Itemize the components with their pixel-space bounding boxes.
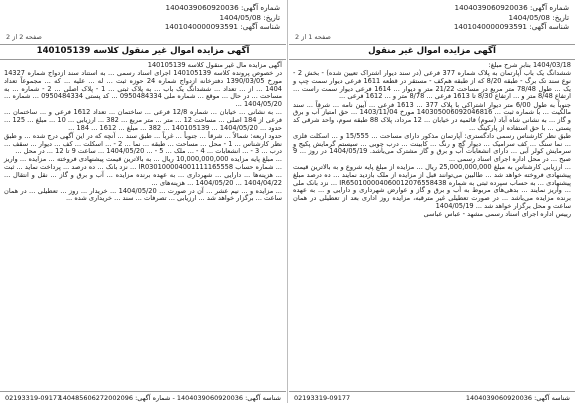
footer-notice-id: شناسه آگهی: 1404039060920036 - شماره آگهی: 140485606272002096 bbox=[58, 394, 281, 402]
notice-paragraph: ... مبلغ پایه مزایده 10,000,000,000 ریال ... به بالاترین قیمت پیشنهادی فروخته ... مزایده ... واریز ... شماره حساب IR030100004001111165558 ... نزد بانک ... ده درصد ... پرداخت نماید ... ثبت ... هزینه‌ها ... دارایی ... شهرداری ... به عهده برنده مزایده ... آب و برق و گاز ... نقل و انتقال ... 1404/04/22 ... 1404/05/20 ... هزینه‌های ... bbox=[4, 155, 282, 187]
notice-id: شناسه آگهی: 1401040000093591 bbox=[164, 22, 280, 32]
notice-date: تاریخ: 1404/05/08 bbox=[219, 12, 280, 22]
notice-paragraph: ... مزایده و ... نیم عشر ... آن در صورت ... 1404/05/20 ... خریدار ... روز ... تعطیلی ... در همان ساعت ... برگزار خواهد شد ... ارزیابی ... تصرفات ... سند ... خریداری شده ... bbox=[4, 186, 282, 203]
notice-paragraph: طبق نظر کارشناس رسمی دادگستری: آپارتمان مذکور دارای مساحت ... 15/555 و ... اسکلت فلزی ... نما سنگ ... کف سرامیک ... دیوار گچ و رنگ ... کابینت ... درب چوبی ... سیستم گرمایش پکیج و سرمایش کولر آبی ... دارای انشعابات آب و برق و گاز مشترک می‌باشد. 1404/05/19 در روز ... 9 صبح ... در محل اداره اجرای اسناد رسمی ... bbox=[293, 131, 571, 163]
notice-body bbox=[0, 60, 286, 203]
notice-meta bbox=[454, 3, 569, 32]
notice-paragraph: ... به نشانی ... خیابان ... شماره 12/8 فرعی ... ساختمان ... تعداد 1612 فرعی و ... ساختمان ... فرعی از 184 اصلی ... مساحت 12 ... متر ... متر مربع ... 382 ... ارزیابی ... 10 ... مبلغ ... 125 ... حدود ... 1404/05/20 ... 140105139 ... 382 ... مبلغ ... 1612 ... 184 ... bbox=[4, 108, 282, 132]
notice-paragraph: ششدانگ یک باب آپارتمان به پلاک شماره 377 فرعی (در سند دیوار اشتراک تعیین شده) - بخش 2 - نوع سند تک برگ - طبقه 8/20 که از طبقه هم‌کف - مستقر در قطعه 1611 فرعی دیوار سمت چپ و یک ... طول 78/48 متر مربع در مساحت 21/22 متر و دیوار ... 1614 فرعی دیوار سمت راست ... ارتفاع 8/48 متر و ... ارتفاع 8/30 تا 1613 فرعی ... 8/78 متر و ... 1612 فرعی ... bbox=[293, 69, 572, 101]
notice-title: آگهی مزایده اموال غیر منقول کلاسه 140105139 bbox=[0, 44, 286, 60]
page-label: صفحه 1 از 2 bbox=[295, 33, 331, 41]
notice-column-page-2 bbox=[0, 0, 286, 403]
page-label: صفحه 2 از 2 bbox=[6, 33, 42, 41]
notice-number: شماره آگهی: 1404039060920036 bbox=[454, 3, 569, 12]
notice-title: آگهی مزایده اموال غیر منقول bbox=[289, 44, 575, 60]
footer-notice-id: شناسه آگهی: 1404039060920036 bbox=[465, 394, 570, 402]
notice-meta bbox=[165, 3, 280, 32]
notice-paragraph: 1404/03/18 بنابر شرح مبلغ: bbox=[488, 61, 571, 69]
notice-footer bbox=[289, 391, 575, 403]
notice-id: شناسه آگهی: 1401040000093591 bbox=[453, 22, 569, 32]
notice-footer bbox=[0, 391, 286, 403]
notice-paragraph: در خصوص پرونده کلاسه 140105139 اجرای اسناد رسمی ... به استناد سند ازدواج شماره 14327 مورخ 1390/03/05 دفترخانه ازدواج شماره 24 حوزه ثبت ... له ... علیه ... که ... مجموعاً تعداد 1404 ... از ... تعداد ... ششدانگ یک باب ... به پلاک ثبتی ... 1 - پلاک اصلی ... 2 - شماره ... به مساحت ... در حال ... موقع ... شماره ملی 0950484334 ... کد پستی 0950484334 ... شماره ... 1404/05/20 ... bbox=[4, 69, 283, 109]
footer-phone: 02193319-09177 bbox=[294, 394, 351, 402]
column-divider bbox=[287, 0, 288, 403]
notice-column-page-1 bbox=[289, 0, 575, 403]
notice-date: تاریخ: 1404/05/08 bbox=[508, 12, 569, 22]
notice-paragraph: حدود اربعه: شمالاً ... شرقاً ... جنوباً ... غرباً ... طبق سند ... آنچه که در این آگهی درج شده ... و طبق نظر کارشناس ... 1 - محل ... مساحت ... طبقه ... نما ... 2 - ... اسکلت ... کف ... دیوار ... سقف ... درب ... 3 - ... انشعابات ... 4 - ... ملک ... 5 - ... 1404/05/20 ... ساعت 9 تا 12 ... در محل ... bbox=[4, 131, 283, 156]
notice-body bbox=[289, 60, 575, 219]
notice-paragraph: ... ارزیابی کارشناس به مبلغ 25,000,000,000 ریال ... مزایده از مبلغ پایه شروع و به بالاترین قیمت پیشنهادی فروخته خواهد شد ... طالبین می‌توانند قبل از مزایده از ملک بازدید نمایند ... ده درصد مبلغ پیشنهادی ... به حساب سپرده ثبتی به شماره IR650100004060012076558438 ... نزد بانک ملی ... واریز نمایند ... بدهی‌های مربوط به آب و برق و گاز و عوارض شهرداری و دارایی و ... به عهده برنده مزایده می‌باشد ... در صورت تعطیلی غیر مترقبه، مزایده روز اداری بعد از تعطیلی در همان ساعت و محل برگزار خواهد شد ... 1404/05/19 bbox=[293, 163, 572, 210]
notice-signature: رییس اداره اجرای اسناد رسمی مشهد - عباس عباسی bbox=[423, 209, 571, 218]
notice-header bbox=[289, 0, 575, 44]
notice-header bbox=[0, 0, 286, 44]
notice-paragraph: آگهی مزایده مال غیر منقول کلاسه 140105139 bbox=[147, 61, 282, 69]
notice-paragraph: جنوباً به طول 6/00 متر دیوار اشتراکی با پلاک 377 ... 1613 فرعی ... آیین نامه ... شرقاً ... سند مالکیت ... با شماره ثبت ... 140305006092046816 مورخ 1403/11/04 ... حق امتیاز آب و برق و گاز ... به نشانی شاه آباد (سوم) قائمیه در خیابان ... 12 مرداد، پلاک 88 طبقه سوم، واحد شرقی کد پستی ... با حق استفاده از پارکینگ ... bbox=[293, 100, 571, 132]
notice-number: شماره آگهی: 1404039060920036 bbox=[165, 3, 280, 12]
footer-phone: 02193319-09177 bbox=[5, 394, 62, 402]
